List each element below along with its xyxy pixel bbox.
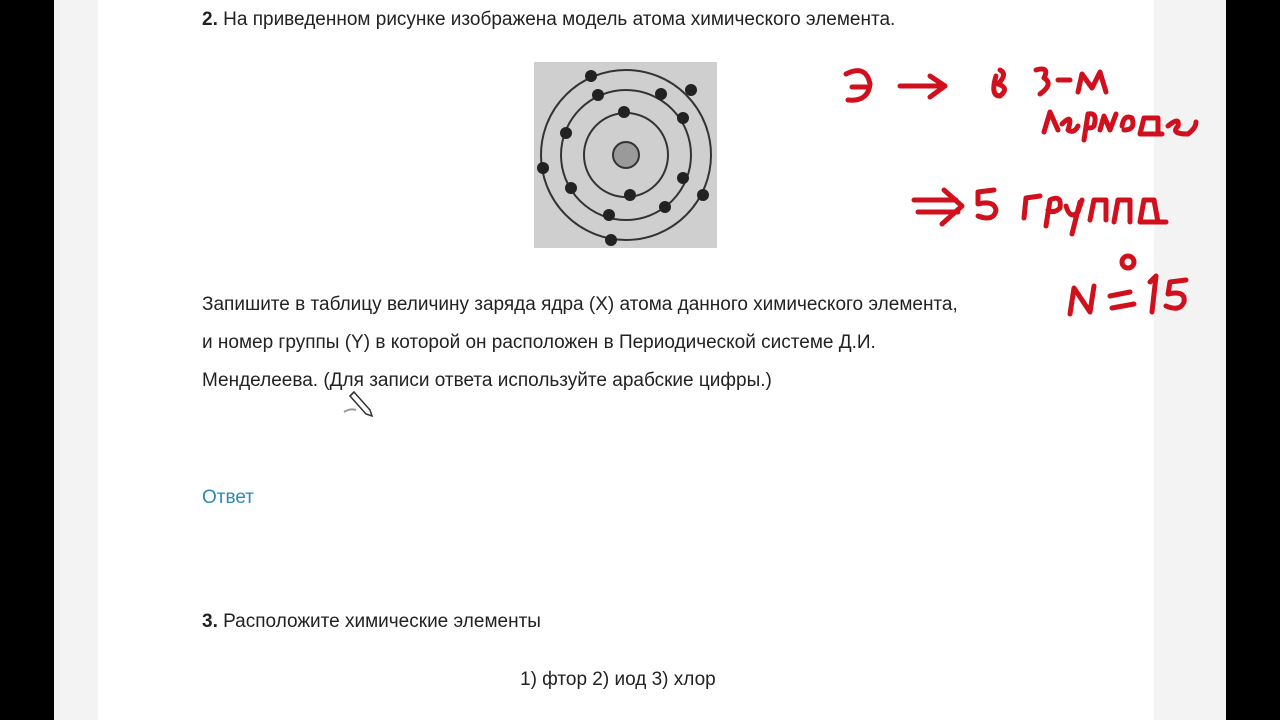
question-2-line-2: и номер группы (Y) в которой он расположен в Периодической системе Д.И.: [202, 332, 876, 353]
electron: [605, 234, 617, 246]
electron: [624, 189, 636, 201]
question-2-line-3: Менделеева. (Для записи ответа используйте арабские цифры.): [202, 370, 772, 391]
question-2-body: [202, 286, 1062, 400]
question-2-title: [202, 8, 895, 32]
electron: [537, 162, 549, 174]
right-black-bar: [1226, 0, 1280, 720]
electron: [655, 88, 667, 100]
electron: [697, 189, 709, 201]
question-3-elements: 1) фтор 2) иод 3) хлор: [520, 669, 716, 690]
electron: [618, 106, 630, 118]
question-3-title: [202, 610, 541, 634]
electron: [585, 70, 597, 82]
electron: [677, 172, 689, 184]
pen-cursor-icon: [342, 388, 376, 418]
question-2-line-1: Запишите в таблицу величину заряда ядра (X) атома данного химического элемента,: [202, 294, 958, 315]
atom-model-image: [534, 62, 717, 248]
electron: [592, 89, 604, 101]
atom-nucleus: [613, 142, 639, 168]
left-black-bar: [0, 0, 54, 720]
question-3-number: 3.: [202, 611, 218, 632]
electron: [560, 127, 572, 139]
electron: [659, 201, 671, 213]
electron: [565, 182, 577, 194]
question-2-number: 2.: [202, 9, 218, 30]
question-2-title-text: На приведенном рисунке изображена модель атома химического элемента.: [223, 9, 896, 30]
question-3-title-text: Расположите химические элементы: [223, 611, 541, 632]
electron: [685, 84, 697, 96]
electron: [677, 112, 689, 124]
answer-link[interactable]: Ответ: [202, 487, 254, 508]
electron: [603, 209, 615, 221]
